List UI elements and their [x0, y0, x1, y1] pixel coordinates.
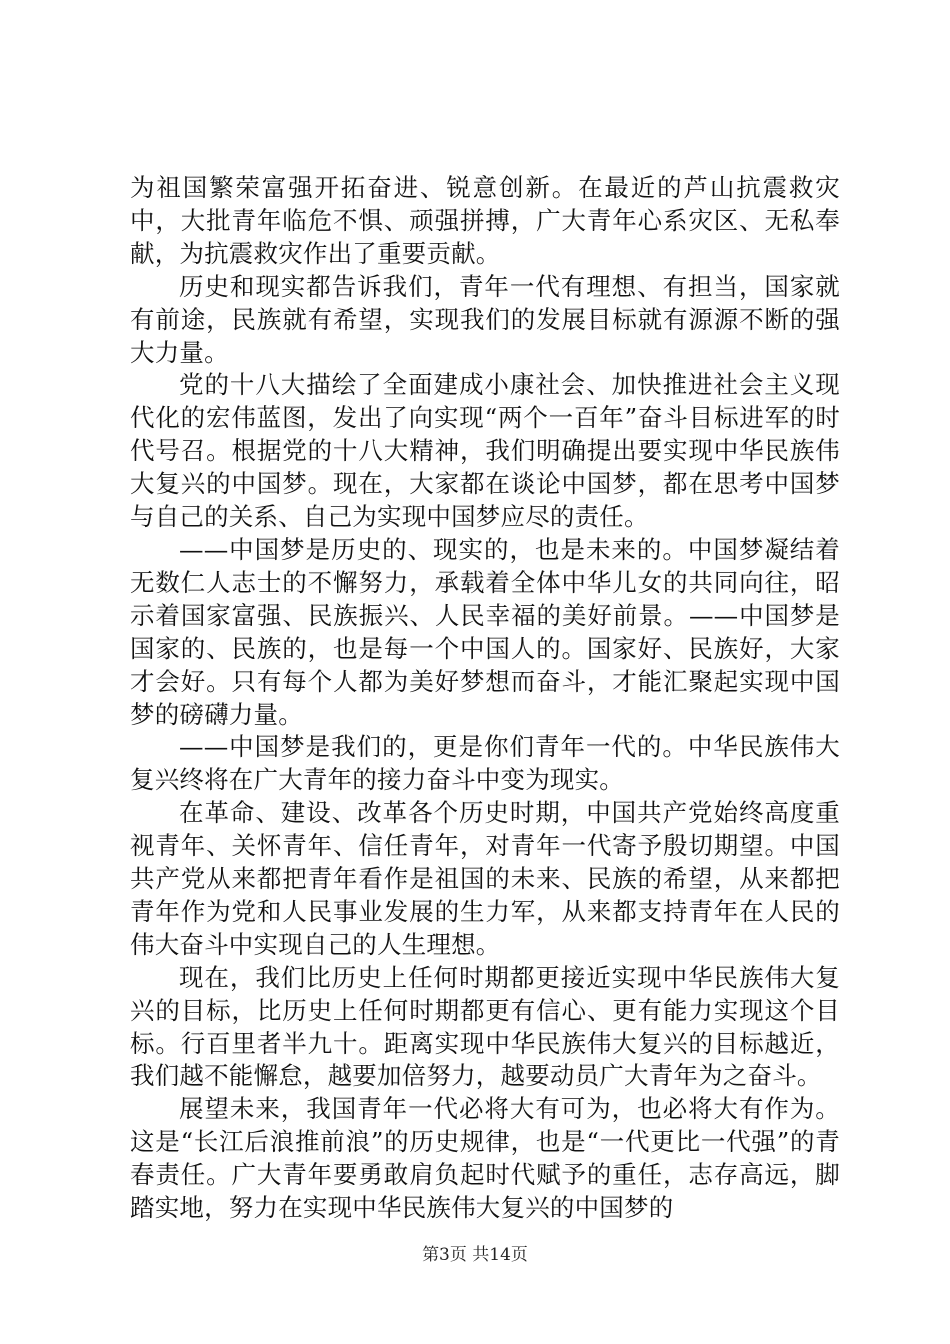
- paragraph: 历史和现实都告诉我们，青年一代有理想、有担当，国家就有前途，民族就有希望，实现我们的发展目标就有源源不断的强大力量。: [130, 271, 840, 367]
- document-body: [130, 172, 840, 1225]
- paragraph: 党的十八大描绘了全面建成小康社会、加快推进社会主义现代化的宏伟蓝图，发出了向实现“两个一百年”奋斗目标进军的时代号召。根据党的十八大精神，我们明确提出要实现中华民族伟大复兴的中国梦。现在，大家都在谈论中国梦，都在思考中国梦与自己的关系、自己为实现中国梦应尽的责任。: [130, 370, 840, 532]
- paragraph: 在革命、建设、改革各个历史时期，中国共产党始终高度重视青年、关怀青年、信任青年，对青年一代寄予殷切期望。中国共产党从来都把青年看作是祖国的未来、民族的希望，从来都把青年作为党和人民事业发展的生力军，从来都支持青年在人民的伟大奋斗中实现自己的人生理想。: [130, 798, 840, 959]
- page-footer: 第3页 共14页: [422, 1245, 528, 1265]
- paragraph: 为祖国繁荣富强开拓奋进、锐意创新。在最近的芦山抗震救灾中，大批青年临危不惧、顽强拼搏，广大青年心系灾区、无私奉献，为抗震救灾作出了重要贡献。: [130, 173, 840, 268]
- paragraph: 展望未来，我国青年一代必将大有可为，也必将大有作为。这是“长江后浪推前浪”的历史规律，也是“一代更比一代强”的青春责任。广大青年要勇敢肩负起时代赋予的重任，志存高远，脚踏实地，努力在实现中华民族伟大复兴的中国梦的: [130, 1094, 840, 1223]
- paragraph: ——中国梦是历史的、现实的，也是未来的。中国梦凝结着无数仁人志士的不懈努力，承载着全体中华儿女的共同向往，昭示着国家富强、民族振兴、人民幸福的美好前景。——中国梦是国家的、民族的，也是每一个中国人的。国家好、民族好，大家才会好。只有每个人都为美好梦想而奋斗，才能汇聚起实现中国梦的磅礴力量。: [130, 534, 840, 729]
- paragraph: 现在，我们比历史上任何时期都更接近实现中华民族伟大复兴的目标，比历史上任何时期都更有信心、更有能力实现这个目标。行百里者半九十。距离实现中华民族伟大复兴的目标越近，我们越不能懈怠，越要加倍努力，越要动员广大青年为之奋斗。: [130, 962, 840, 1091]
- paragraph: ——中国梦是我们的，更是你们青年一代的。中华民族伟大复兴终将在广大青年的接力奋斗中变为现实。: [130, 732, 840, 795]
